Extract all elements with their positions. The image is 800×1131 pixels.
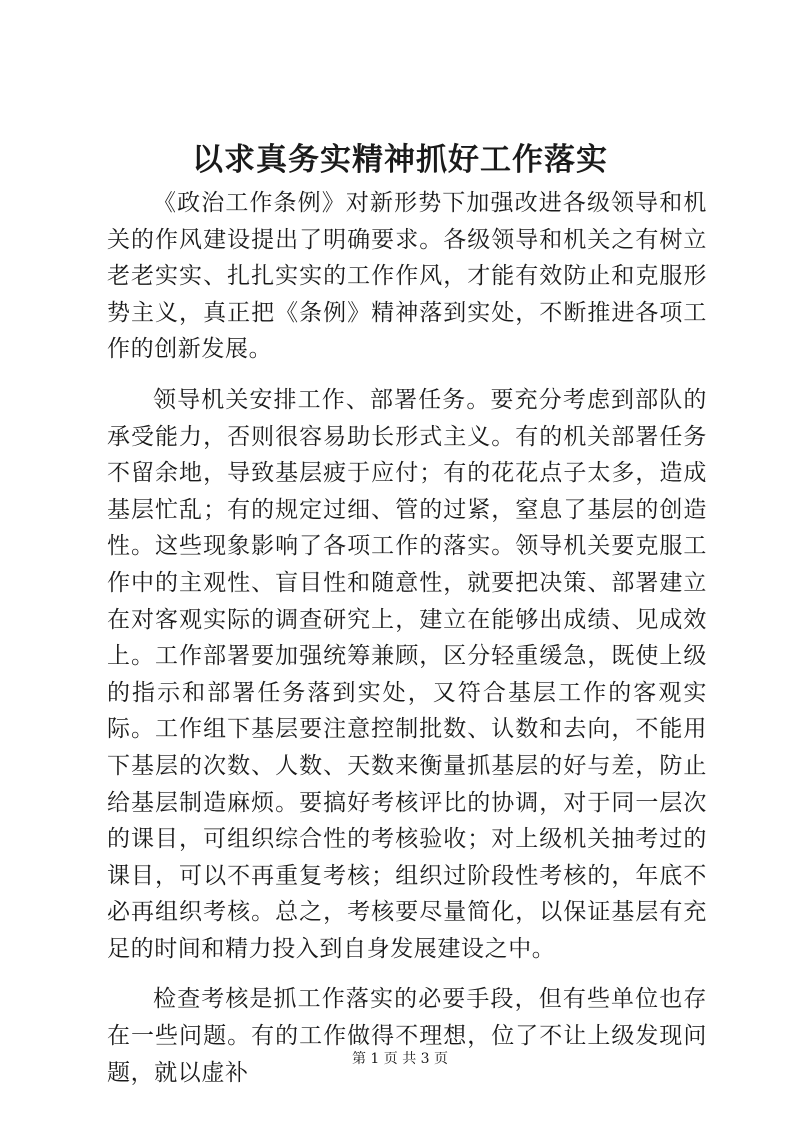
paragraph: 《政治工作条例》对新形势下加强改进各级领导和机关的作风建设提出了明确要求。各级领导和机关之有树立老老实实、扎扎实实的工作作风，才能有效防止和克服形势主义，真正把《条例》精神落到实处，不断推进各项工作的创新发展。 bbox=[107, 190, 707, 363]
page-number-indicator: 第 1 页 共 3 页 bbox=[351, 1051, 449, 1067]
document-title: 以求真务实精神抓好工作落实 bbox=[192, 142, 608, 178]
page-footer bbox=[0, 1049, 800, 1069]
document-body bbox=[107, 185, 707, 1091]
paragraph: 检查考核是抓工作落实的必要手段，但有些单位也存在一些问题。有的工作做得不理想，位了不让上级发现问题，就以虚补 bbox=[107, 986, 707, 1086]
paragraph: 领导机关安排工作、部署任务。要充分考虑到部队的承受能力，否则很容易助长形式主义。有的机关部署任务不留余地，导致基层疲于应付；有的花花点子太多，造成基层忙乱；有的规定过细、管的过紧，窒息了基层的创造性。这些现象影响了各项工作的落实。领导机关要克服工作中的主观性、盲目性和随意性，就要把决策、部署建立在对客观实际的调查研究上，建立在能够出成绩、见成效上。工作部署要加强统筹兼顾，区分轻重缓急，既使上级的指示和部署任务落到实处，又符合基层工作的客观实际。工作组下基层要注意控制批数、认数和去向，不能用下基层的次数、人数、天数来衡量抓基层的好与差，防止给基层制造麻烦。要搞好考核评比的协调，对于同一层次的课目，可组织综合性的考核验收；对上级机关抽考过的课目，可以不再重复考核；组织过阶段性考核的，年底不必再组织考核。总之，考核要尽量简化，以保证基层有充足的时间和精力投入到自身发展建设之中。 bbox=[107, 386, 707, 962]
